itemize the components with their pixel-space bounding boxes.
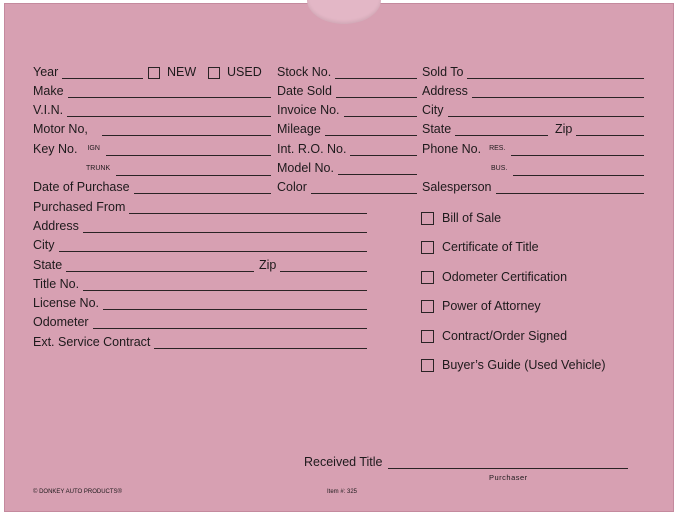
int-ro-no-field[interactable] <box>277 142 417 156</box>
sold-to-field[interactable] <box>422 65 644 79</box>
trunk-label: TRUNK <box>86 165 111 172</box>
make-label: Make <box>33 84 64 98</box>
salesperson-label: Salesperson <box>422 180 492 194</box>
received-title-label: Received Title <box>304 455 383 469</box>
buyers-guide-checkbox[interactable] <box>421 359 434 372</box>
checklist-label: Bill of Sale <box>442 211 502 225</box>
checklist-item[interactable] <box>421 358 606 372</box>
color-field[interactable] <box>277 180 417 194</box>
salesperson-field[interactable] <box>422 180 644 194</box>
used-label: USED <box>227 65 262 79</box>
license-no-label: License No. <box>33 296 100 310</box>
model-no-field[interactable] <box>277 161 417 175</box>
int-ro-no-label: Int. R.O. No. <box>277 142 347 156</box>
purchase-state-field[interactable] <box>33 258 254 272</box>
key-no-ign-field[interactable] <box>33 142 271 156</box>
sold-to-label: Sold To <box>422 65 464 79</box>
stock-no-field[interactable] <box>277 65 417 79</box>
motor-no-label: Motor No, <box>33 122 88 136</box>
used-option[interactable] <box>208 65 262 79</box>
certificate-of-title-checkbox[interactable] <box>421 241 434 254</box>
license-no-field[interactable] <box>33 296 367 310</box>
purchase-zip-field[interactable] <box>259 258 367 272</box>
purchase-state-label: State <box>33 258 63 272</box>
purchaser-label: Purchaser <box>489 473 528 482</box>
ext-service-contract-field[interactable] <box>33 335 367 349</box>
vin-field[interactable] <box>33 103 271 117</box>
new-checkbox[interactable] <box>148 67 160 79</box>
color-label: Color <box>277 180 307 194</box>
zip-label: Zip <box>555 122 573 136</box>
mileage-label: Mileage <box>277 122 321 136</box>
brand-mark: © DONKEY AUTO PRODUCTS® <box>33 489 122 495</box>
state-label: State <box>422 122 452 136</box>
city-label: City <box>422 103 444 117</box>
stock-no-label: Stock No. <box>277 65 332 79</box>
date-of-purchase-label: Date of Purchase <box>33 180 130 194</box>
odometer-field[interactable] <box>33 315 367 329</box>
new-label: NEW <box>167 65 197 79</box>
purchase-address-field[interactable] <box>33 219 367 233</box>
checklist-item[interactable] <box>421 240 539 254</box>
power-of-attorney-checkbox[interactable] <box>421 300 434 313</box>
year-label: Year <box>33 65 59 79</box>
address-field[interactable] <box>422 84 644 98</box>
bill-of-sale-checkbox[interactable] <box>421 212 434 225</box>
checklist-item[interactable] <box>421 329 567 343</box>
purchase-zip-label: Zip <box>259 258 277 272</box>
title-no-label: Title No. <box>33 277 80 291</box>
ext-service-contract-label: Ext. Service Contract <box>33 335 151 349</box>
checklist-label: Odometer Certification <box>442 270 568 284</box>
title-no-field[interactable] <box>33 277 367 291</box>
zip-field[interactable] <box>555 122 644 136</box>
item-number: Item #: 325 <box>327 489 358 495</box>
purchased-from-label: Purchased From <box>33 200 126 214</box>
purchase-city-label: City <box>33 238 55 252</box>
state-field[interactable] <box>422 122 548 136</box>
contract-order-signed-checkbox[interactable] <box>421 330 434 343</box>
date-of-purchase-field[interactable] <box>33 180 271 194</box>
checklist-item[interactable] <box>421 270 567 284</box>
checklist-label: Certificate of Title <box>442 240 539 254</box>
checklist-item[interactable] <box>421 299 541 313</box>
key-no-label: Key No. <box>33 142 78 156</box>
motor-no-field[interactable] <box>33 122 271 136</box>
odometer-label: Odometer <box>33 315 89 329</box>
date-sold-label: Date Sold <box>277 84 332 98</box>
phone-bus-field[interactable] <box>491 162 644 176</box>
new-option[interactable] <box>148 65 196 79</box>
mileage-field[interactable] <box>277 122 417 136</box>
res-label: RES. <box>489 145 506 152</box>
received-title-field[interactable] <box>304 455 628 469</box>
phone-no-label: Phone No. <box>422 142 482 156</box>
checklist-label: Power of Attorney <box>442 299 541 313</box>
thumb-notch <box>307 0 381 24</box>
purchase-address-label: Address <box>33 219 79 233</box>
year-field[interactable] <box>33 65 143 79</box>
used-checkbox[interactable] <box>208 67 220 79</box>
bus-label: BUS. <box>491 165 508 172</box>
invoice-no-field[interactable] <box>277 103 417 117</box>
vin-label: V.I.N. <box>33 103 64 117</box>
phone-res-field[interactable] <box>422 142 644 156</box>
city-field[interactable] <box>422 103 644 117</box>
key-trunk-field[interactable] <box>86 162 271 176</box>
date-sold-field[interactable] <box>277 84 417 98</box>
odometer-certification-checkbox[interactable] <box>421 271 434 284</box>
invoice-no-label: Invoice No. <box>277 103 340 117</box>
checklist-item[interactable] <box>421 211 501 225</box>
ign-label: IGN <box>87 145 100 152</box>
make-field[interactable] <box>33 84 271 98</box>
checklist-label: Buyer’s Guide (Used Vehicle) <box>442 358 606 372</box>
model-no-label: Model No. <box>277 161 334 175</box>
address-label: Address <box>422 84 468 98</box>
purchase-city-field[interactable] <box>33 238 367 252</box>
purchased-from-field[interactable] <box>33 200 367 214</box>
checklist-label: Contract/Order Signed <box>442 329 568 343</box>
